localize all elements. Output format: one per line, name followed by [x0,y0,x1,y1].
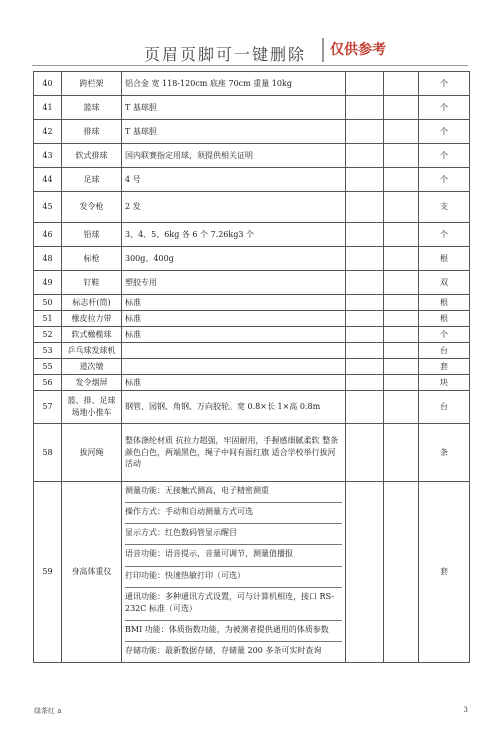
item-spec: 标准 [122,295,346,311]
item-unit: 台 [419,391,470,424]
item-spec [122,359,346,375]
empty-cell-2 [384,96,419,120]
item-unit: 个 [419,96,470,120]
table-row [34,120,470,144]
item-unit: 根 [419,295,470,311]
empty-cell-1 [346,424,384,482]
page-header-title: 页眉页脚可一键删除 [143,45,306,64]
item-unit: 块 [419,375,470,391]
empty-cell-2 [384,359,419,375]
item-spec: 2 发 [122,192,346,223]
empty-cell-2 [384,223,419,247]
row-number: 52 [34,327,62,343]
empty-cell-1 [346,375,384,391]
item-spec: 4 号 [122,168,346,192]
row-number: 46 [34,223,62,247]
row-number: 53 [34,343,62,359]
empty-cell-2 [384,72,419,96]
item-name: 篮、排、足球场地小推车 [62,391,122,424]
row-number: 43 [34,144,62,168]
item-spec: 铝合金 宽 118-120cm 底座 70cm 重量 10kg [122,72,346,96]
row-number: 55 [34,359,62,375]
item-name: 橡皮拉力带 [62,311,122,327]
item-unit: 个 [419,327,470,343]
spec-line: 操作方式：手动和自动测量方式可选 [125,503,342,524]
empty-cell-1 [346,271,384,295]
footer-left-text: 绿茶红 a [34,707,62,715]
table-row [34,96,470,120]
empty-cell-1 [346,192,384,223]
header-divider [32,65,468,66]
empty-cell-1 [346,223,384,247]
item-name: 排球 [62,120,122,144]
row-number: 48 [34,247,62,271]
item-name: 标志杆(筒) [62,295,122,311]
empty-cell-1 [346,295,384,311]
table-row [34,391,470,424]
row-number: 42 [34,120,62,144]
empty-cell-1 [346,482,384,663]
row-number: 59 [34,482,62,663]
table-row [34,359,470,375]
item-spec: T 基球胆 [122,120,346,144]
empty-cell-1 [346,391,384,424]
item-spec: 标准 [122,375,346,391]
item-name: 足球 [62,168,122,192]
item-unit: 套 [419,359,470,375]
row-number: 51 [34,311,62,327]
reference-stamp: 仅供参考 [322,38,402,62]
item-unit: 个 [419,120,470,144]
empty-cell-1 [346,72,384,96]
table-row [34,271,470,295]
row-number: 41 [34,96,62,120]
item-spec: 整体涤纶材质 抗拉力超强，牢固耐用，手握感细腻柔软 整条颜色白色，两端黑色，绳子中间有面红旗 适合学校举行拔河活动 [122,424,346,482]
empty-cell-2 [384,327,419,343]
row-number: 50 [34,295,62,311]
table-row [34,482,470,663]
item-name: 发令烟屏 [62,375,122,391]
item-unit: 支 [419,192,470,223]
empty-cell-1 [346,120,384,144]
empty-cell-2 [384,192,419,223]
row-number: 58 [34,424,62,482]
item-unit: 双 [419,271,470,295]
table-row [34,327,470,343]
item-name: 发令枪 [62,192,122,223]
row-number: 44 [34,168,62,192]
item-unit: 个 [419,168,470,192]
row-number: 56 [34,375,62,391]
item-unit: 个 [419,223,470,247]
item-name: 拔河绳 [62,424,122,482]
spec-line: 显示方式：红色数码管显示醒目 [125,524,342,545]
empty-cell-2 [384,168,419,192]
empty-cell-1 [346,247,384,271]
item-unit: 根 [419,247,470,271]
item-spec [122,343,346,359]
item-unit: 根 [419,311,470,327]
empty-cell-1 [346,144,384,168]
item-name: 乒乓球发球机 [62,343,122,359]
spec-line: 语音功能：语音提示，音量可调节，测量值播报 [125,545,342,567]
empty-cell-2 [384,482,419,663]
row-number: 49 [34,271,62,295]
empty-cell-2 [384,120,419,144]
item-spec: 标准 [122,311,346,327]
table-row [34,375,470,391]
item-name: 软式橄榄球 [62,327,122,343]
empty-cell-1 [346,359,384,375]
item-spec: 3、4、5、6kg 各 6 个 7.26kg3 个 [122,223,346,247]
item-name: 软式排球 [62,144,122,168]
table-row [34,144,470,168]
table-row [34,192,470,223]
table-row [34,343,470,359]
item-name: 标枪 [62,247,122,271]
page-number: 3 [463,706,468,714]
spec-line: 打印功能：快速热敏打印（可选） [125,567,342,588]
item-spec: 钢管、园钢、角钢、万向胶轮。宽 0.8×长 1×高 0.8m [122,391,346,424]
item-name: 跨栏架 [62,72,122,96]
spec-line: 测量功能：无接触式测高，电子精密测重 [125,482,342,503]
empty-cell-2 [384,247,419,271]
spec-line: 通讯功能：多种通讯方式设置，可与计算机相连，接口 RS-232C 标准（可选） [125,588,342,621]
item-unit: 套 [419,482,470,663]
empty-cell-2 [384,424,419,482]
empty-cell-2 [384,391,419,424]
item-spec: 国内联赛指定用球，须提供相关证明 [122,144,346,168]
table-row [34,223,470,247]
row-number: 40 [34,72,62,96]
item-name: 篮球 [62,96,122,120]
empty-cell-2 [384,271,419,295]
empty-cell-1 [346,311,384,327]
equipment-table [33,71,470,663]
item-spec: 标准 [122,327,346,343]
empty-cell-2 [384,311,419,327]
empty-cell-1 [346,168,384,192]
empty-cell-2 [384,144,419,168]
item-spec-list [122,482,346,663]
item-name: 道次墩 [62,359,122,375]
spec-line: 存储功能：最新数据存储，存储量 200 多条可实时查询 [125,646,322,655]
item-name: 身高体重仪 [62,482,122,663]
item-unit: 条 [419,424,470,482]
item-name: 铅球 [62,223,122,247]
empty-cell-2 [384,343,419,359]
row-number: 45 [34,192,62,223]
item-spec: 300g、400g [122,247,346,271]
row-number: 57 [34,391,62,424]
table-row [34,295,470,311]
item-unit: 个 [419,144,470,168]
empty-cell-1 [346,96,384,120]
table-row [34,72,470,96]
item-spec: 塑胶专用 [122,271,346,295]
empty-cell-2 [384,375,419,391]
spec-line: BMI 功能：体质指数功能，为被测者提供通用的体质参数 [125,621,342,642]
table-row [34,168,470,192]
empty-cell-1 [346,327,384,343]
item-name: 钉鞋 [62,271,122,295]
table-row [34,247,470,271]
item-spec: T 基球胆 [122,96,346,120]
empty-cell-2 [384,295,419,311]
table-row [34,424,470,482]
table-row [34,311,470,327]
empty-cell-1 [346,343,384,359]
item-unit: 个 [419,72,470,96]
item-unit: 台 [419,343,470,359]
